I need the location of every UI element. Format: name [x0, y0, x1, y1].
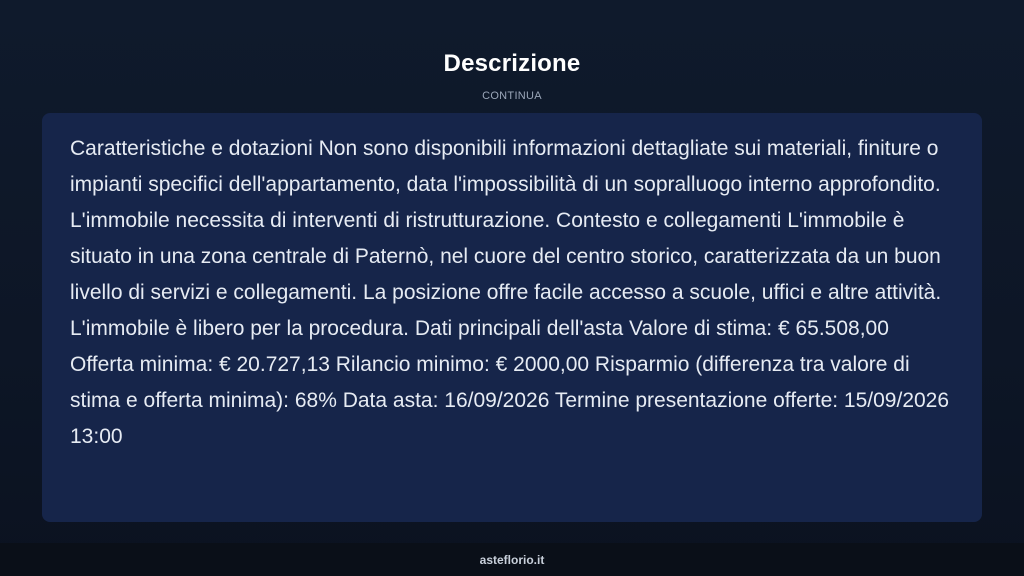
description-card [42, 113, 982, 522]
footer-bar [0, 543, 1024, 576]
description-text: Caratteristiche e dotazioni Non sono disponibili informazioni dettagliate sui materiali, finiture o impianti specifici dell'appartamento, data l'impossibilità di un sopralluogo interno approfondito. L'immobile necessita di interventi di ristrutturazione. Contesto e collegamenti L'immobile è situato in una zona centrale di Paternò, nel cuore del centro storico, caratterizzata da un buon livello di servizi e collegamenti. La posizione offre facile accesso a scuole, uffici e altre attività. L'immobile è libero per la procedura. Dati principali dell'asta Valore di stima: € 65.508,00 Offerta minima: € 20.727,13 Rilancio minimo: € 2000,00 Risparmio (differenza tra valore di stima e offerta minima): 68% Data asta: 16/09/2026 Termine presentazione offerte: 15/09/2026 13:00 [70, 137, 950, 448]
footer-site-label: asteflorio.it [479, 553, 545, 567]
continue-label[interactable]: CONTINUA [482, 90, 542, 102]
page-title: Descrizione [443, 50, 581, 77]
